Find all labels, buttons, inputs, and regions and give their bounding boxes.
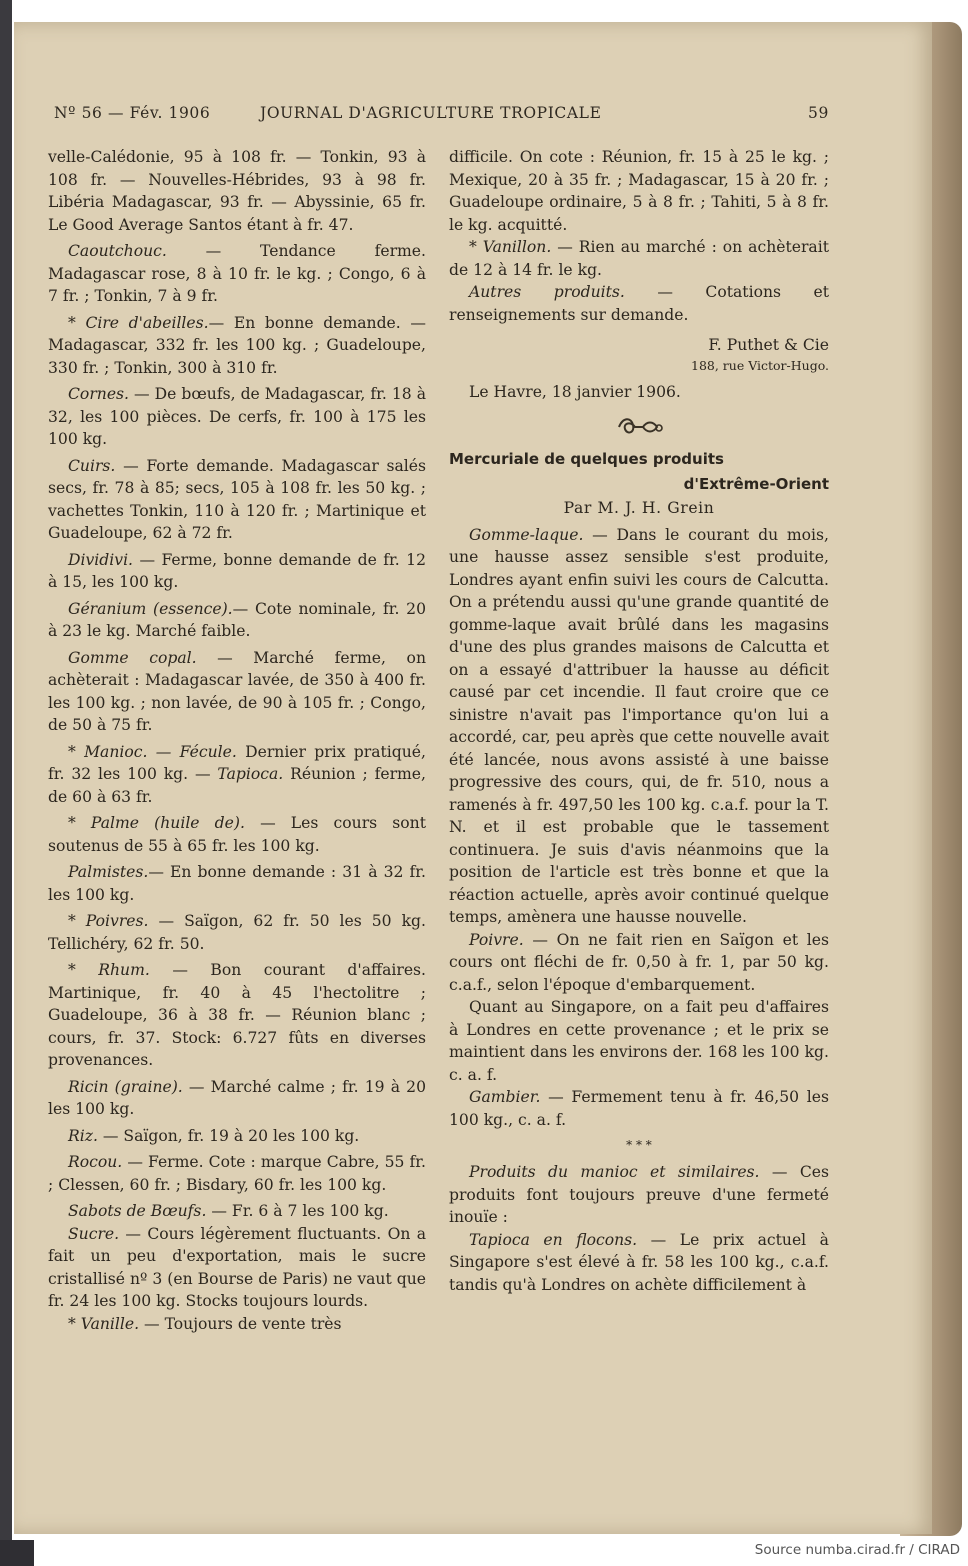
term: Caoutchouc. xyxy=(68,242,167,260)
paragraph: difficile. On cote : Réunion, fr. 15 à 25 le kg. ; Mexique, 20 à 35 fr. ; Madagascar, 15 à 20 fr. ; Guadeloupe ordinaire, 5 à 8 fr. ; Tahiti, 5 à 8 fr. le kg. acquitté. xyxy=(449,148,829,234)
paragraph-text: — Ferme, bonne demande de fr. 12 à 15, les 100 kg. xyxy=(48,550,426,591)
paragraph-text: — En bonne demande. — Madagascar, 332 fr. les 100 kg. ; Guadeloupe, 330 fr. ; Tonkin, 300 à 310 fr. xyxy=(48,313,426,377)
term: * Rhum. xyxy=(68,961,150,979)
paragraph-sabots xyxy=(48,1200,426,1223)
paragraph-gomme-laque xyxy=(449,524,829,929)
paragraph-dividivi xyxy=(48,549,426,594)
paragraph-text: — Toujours de vente très xyxy=(139,1314,342,1333)
paragraph-text: — Fr. 6 à 7 les 100 kg. xyxy=(206,1202,389,1220)
paragraph-text: — On ne fait rien en Saïgon et les cours ont fléchi de fr. 0,50 à fr. 1, par 50 kg. c.a.f., selon l'époque d'embarquement. xyxy=(449,930,829,994)
byline: Par M. J. H. Grein xyxy=(563,499,715,517)
book-binding-edge xyxy=(0,0,12,1540)
paragraph-cornes xyxy=(48,383,426,451)
paragraph-manioc-produits xyxy=(449,1161,829,1229)
paragraph-text: — Cote nominale, fr. 20 à 23 le kg. Marché faible. xyxy=(48,599,427,640)
signature-address: 188, rue Victor-Hugo. xyxy=(691,357,829,373)
paragraph-text: — Rien au marché : on achèterait de 12 à 14 fr. le kg. xyxy=(449,238,829,279)
paragraph-text: — Saïgon, 62 fr. 50 les 50 kg. Tellichéry, 62 fr. 50. xyxy=(48,912,426,953)
term: Gomme-laque. xyxy=(469,525,584,544)
paragraph-text: — En bonne demande : 31 à 32 fr. les 100 kg. xyxy=(48,863,426,904)
term: Produits du manioc et similaires. xyxy=(469,1163,760,1181)
paragraph-rocou xyxy=(48,1151,426,1196)
paragraph-text: — Ferme. Cote : marque Cabre, 55 fr. ; Clessen, 60 fr. ; Bisdary, 60 fr. les 100 kg. xyxy=(48,1153,426,1194)
paragraph-vanillon xyxy=(449,236,829,281)
term: * Palme (huile de). xyxy=(68,814,245,832)
paragraph-text: — Fermement tenu à fr. 46,50 les 100 kg., c. a. f. xyxy=(449,1088,829,1129)
paragraph-rhum xyxy=(48,959,426,1072)
signature: F. Puthet & Cie xyxy=(708,336,829,354)
term: Poivre. xyxy=(469,930,524,949)
term: Gomme copal. xyxy=(68,648,197,667)
paragraph-gambier xyxy=(449,1086,829,1131)
paragraph-text: — Marché ferme, on achèterait : Madagascar lavée, de 350 à 400 fr. les 100 kg. ; non lavée, de 90 à 105 fr. ; Congo, de 50 à 75 fr. xyxy=(48,648,426,734)
term: Dividivi. xyxy=(68,550,134,569)
issue-number: Nº 56 — Fév. 1906 xyxy=(54,104,211,122)
paragraph-text: — Le prix actuel à Singapore s'est élevé à fr. 58 les 100 kg., c.a.f. tandis qu'à Londres on achète difficilement à xyxy=(449,1230,829,1294)
paragraph-geranium xyxy=(48,598,426,643)
journal-title: JOURNAL D'AGRICULTURE TROPICALE xyxy=(260,104,602,122)
paragraph-text: — Dans le courant du mois, une hausse assez sensible s'est produite, Londres ayant enfin suivi les cours de Calcutta. On a prétendu aussi qu'une grande quantité de gomme-laque avait brûlé dans les magasins d'une des plus grandes maisons de Calcutta et on a essayé d'attribuer la hausse au déficit causé par cet incendie. Il faut croire que ce sinistre n'avait pas l'importance qu'on lui a accordé, car, peu après que cette nouvelle avait été lancée, nous avons assisté à une baisse progressive des cours, qui, de fr. 510, nous a ramenés à fr. 497,50 les 100 kg. c.a.f. pour la T. N. et il est probable que le tassement continuera. Je suis d'avis néanmoins que la position de l'article est très bonne et que la réaction actuelle, après avoir continué quelque temps, amènera une hausse nouvelle. xyxy=(449,525,829,926)
paragraph-cire xyxy=(48,312,426,380)
paragraph-text: — Les cours sont soutenus de 55 à 65 fr. les 100 kg. xyxy=(48,814,426,855)
paragraph-text: — Cotations et renseignements sur demande. xyxy=(449,283,829,324)
term: Palmistes. xyxy=(68,863,149,881)
term: Autres produits. xyxy=(469,283,625,301)
term: Tapioca en flocons. xyxy=(469,1230,638,1249)
paragraph-caoutchouc xyxy=(48,240,426,308)
term: * Vanille. xyxy=(68,1314,140,1333)
paragraph-poivres xyxy=(48,910,426,955)
paragraph-text: Dernier prix pratiqué, fr. 32 les 100 kg. — xyxy=(48,742,426,783)
dateline: Le Havre, 18 janvier 1906. xyxy=(469,382,681,401)
paragraph-text: — Tendance ferme. Madagascar rose, 8 à 10 fr. le kg. ; Congo, 6 à 7 fr. ; Tonkin, 7 à 9 fr. xyxy=(48,242,426,305)
ornament-icon xyxy=(449,413,829,441)
fleuron-icon xyxy=(613,413,665,439)
section-title-continued: d'Extrême-Orient xyxy=(683,475,829,493)
paragraph-text: — Ces produits font toujours preuve d'une fermeté inouïe : xyxy=(449,1163,829,1226)
paragraph-text: — Cours légèrement fluctuants. On a fait un peu d'exportation, mais le sucre cristallisé nº 3 (en Bourse de Paris) ne vaut que fr. 24 les 100 kg. Stocks toujours lourds. xyxy=(48,1224,426,1310)
term: * Manioc. — Fécule. xyxy=(68,742,237,761)
paragraph-cuirs xyxy=(48,455,426,545)
paragraph-gomme-copal xyxy=(48,647,426,737)
term: Cuirs. xyxy=(68,456,116,475)
paragraph-ricin xyxy=(48,1076,426,1121)
paragraph-manioc xyxy=(48,741,426,809)
term: Sucre. xyxy=(68,1224,120,1243)
paragraph-autres-produits xyxy=(449,281,829,326)
section-title: Mercuriale de quelques produits xyxy=(449,450,724,468)
term: Rocou. xyxy=(68,1153,123,1171)
left-column xyxy=(48,146,426,1335)
term: Sabots de Bœufs. xyxy=(68,1202,207,1220)
right-column xyxy=(449,146,829,1296)
paragraph-palme xyxy=(48,812,426,857)
paragraph-text: — De bœufs, de Madagascar, fr. 18 à 32, les 100 pièces. De cerfs, fr. 100 à 175 les 100 kg. xyxy=(48,385,426,448)
term: * Vanillon. xyxy=(469,238,552,256)
term: Cornes. xyxy=(68,385,130,403)
paragraph-text: Réunion ; ferme, de 60 à 63 fr. xyxy=(48,765,426,806)
source-credit: Source numba.cirad.fr / CIRAD xyxy=(754,1542,960,1558)
paragraph-singapore: Quant au Singapore, on a fait peu d'affaires à Londres en cette provenance ; et le prix se maintient dans les environs der. 168 les 100 kg. c. a. f. xyxy=(449,998,829,1084)
paragraph-vanille xyxy=(48,1313,426,1336)
paragraph-text: — Saïgon, fr. 19 à 20 les 100 kg. xyxy=(97,1126,360,1145)
paragraph: velle-Calédonie, 95 à 108 fr. — Tonkin, 93 à 108 fr. — Nouvelles-Hébrides, 93 à 98 fr. Libéria Madagascar, 93 fr. — Abyssinie, 65 fr. Le Good Average Santos étant à fr. 47. xyxy=(48,148,426,234)
term: Gambier. xyxy=(469,1088,541,1106)
term: Ricin (graine). xyxy=(68,1077,183,1096)
term: Géranium (essence). xyxy=(68,599,233,618)
term: Tapioca. xyxy=(217,765,284,783)
term: * Poivres. xyxy=(68,912,149,930)
term: Riz. xyxy=(68,1126,98,1145)
paragraph-text: — Marché calme ; fr. 19 à 20 les 100 kg. xyxy=(48,1077,426,1118)
page-number: 59 xyxy=(808,104,829,122)
paragraph-riz xyxy=(48,1125,426,1148)
paragraph-poivre xyxy=(449,929,829,997)
section-stars: * * * xyxy=(626,1138,652,1152)
paragraph-text: — Bon courant d'affaires. Martinique, fr. 40 à 45 l'hectolitre ; Guadeloupe, 36 à 38 fr. — Réunion blanc ; cours, fr. 37. Stock: 6.727 fûts en diverses provenances. xyxy=(48,961,427,1069)
paragraph-palmistes xyxy=(48,861,426,906)
book-binding-corner xyxy=(0,1540,34,1566)
paragraph-text: — Forte demande. Madagascar salés secs, fr. 78 à 85; secs, 105 à 108 fr. les 50 kg. ; vachettes Tonkin, 110 à 120 fr. ; Martinique et Guadeloupe, 62 à 72 fr. xyxy=(48,456,426,542)
paragraph-sucre xyxy=(48,1223,426,1313)
term: * Cire d'abeilles. xyxy=(68,313,209,332)
paragraph-tapioca xyxy=(449,1229,829,1297)
